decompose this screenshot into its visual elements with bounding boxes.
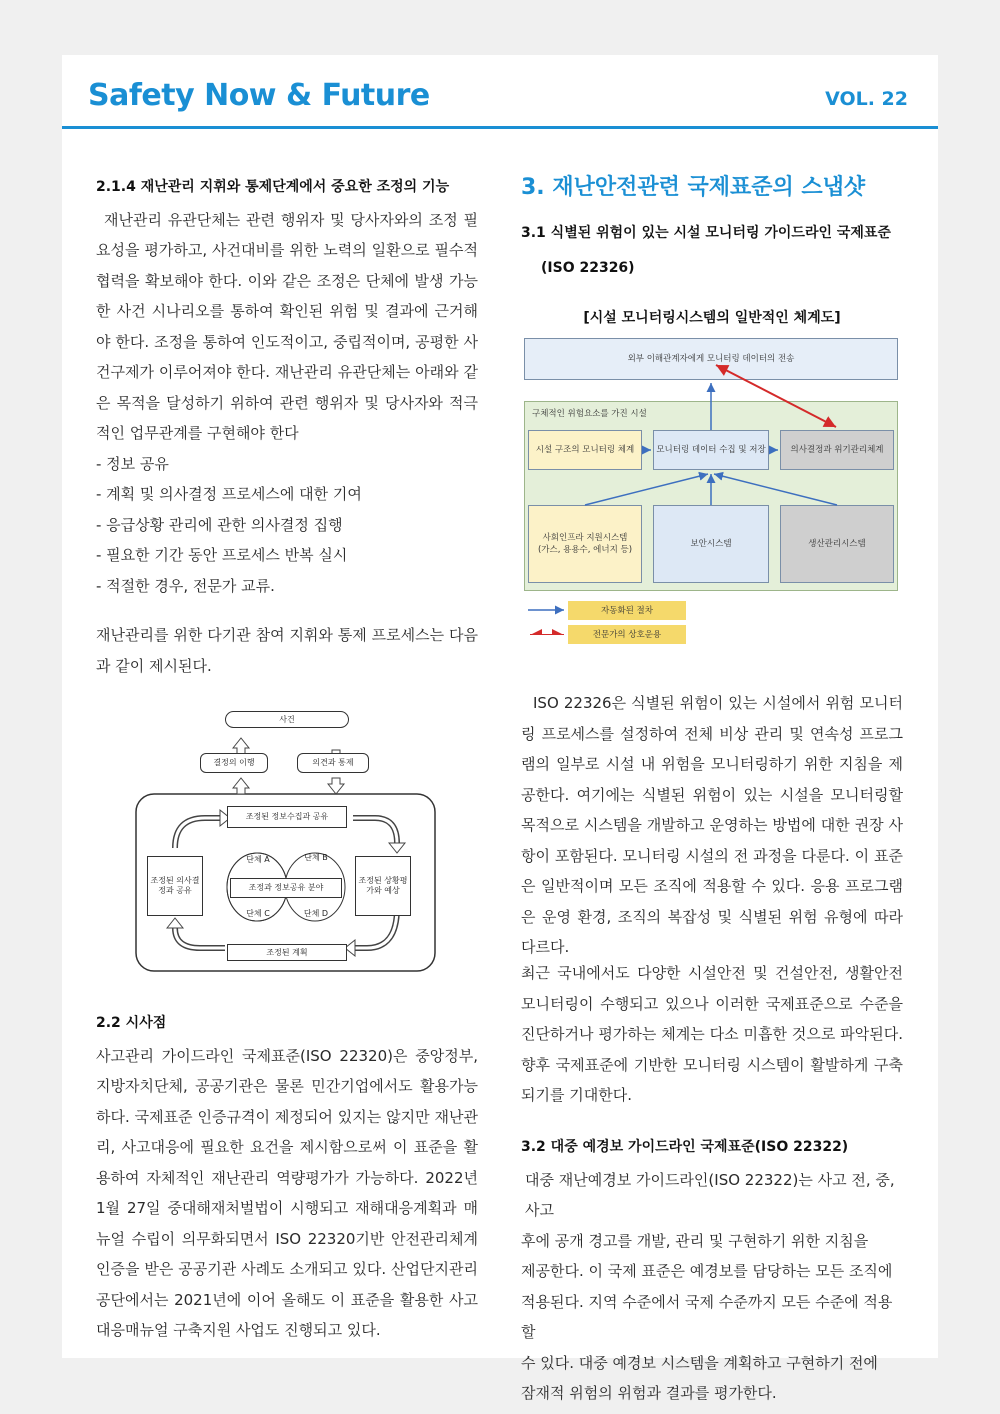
section-heading: 2.2 시사점: [96, 1015, 167, 1031]
decision-box: 결정의 이행: [200, 753, 268, 773]
list-item: - 적절한 경우, 전문가 교류.: [96, 576, 275, 595]
org-c-label: 단체 C: [246, 909, 270, 918]
right-box: 조정된 상황평가와 예상: [355, 856, 411, 916]
section-3-2: [521, 1132, 903, 1409]
org-d-label: 단체 D: [303, 909, 329, 918]
section-3-1: [521, 218, 903, 283]
text-line: 후에 공개 경고를 개발, 관리 및 구현하기 위한 지침을: [521, 1231, 869, 1250]
infra-support-label: 사회인프라 지원시스템: [542, 533, 628, 543]
info-box: 조정된 정보수집과 공유: [227, 806, 347, 828]
event-box: 사건: [225, 711, 349, 728]
center-box: 조정과 정보공유 분야: [230, 878, 342, 898]
text-line: 수 있다. 대중 예경보 시스템을 계획하고 구현하기 전에: [521, 1353, 878, 1372]
section-2-1-4: [96, 172, 478, 601]
list-item: - 정보 공유: [96, 454, 169, 473]
paragraph: 최근 국내에서도 다양한 시설안전 및 건설안전, 생활안전 모니터링이 수행되고 있으나 이러한 국제표준으로 수준을 진단하거나 평가하는 체계는 다소 미흡한 것으로 파악된다. 향후 국제표준에 기반한 모니터링 시스템이 활발하게 구축되기를 기대한다.: [521, 964, 903, 1104]
section-heading: 2.1.4 재난관리 지휘와 통제단계에서 중요한 조정의 기능: [96, 179, 450, 195]
external-transmission-box: 외부 이해관계자에게 모니터링 데이터의 전송: [524, 338, 898, 380]
plan-box: 조정된 계획: [227, 944, 347, 961]
infra-support-sub: (가스, 용용수, 에너지 등): [537, 545, 633, 555]
production-system-box: 생산관리시스템: [780, 505, 894, 583]
magazine-title: Safety Now & Future: [88, 78, 430, 113]
diagram-title: [시설 모니터링시스템의 일반적인 체계도]: [583, 310, 841, 326]
org-b-label: 단체 B: [304, 853, 328, 862]
left-box: 조정된 의사결정과 공유: [147, 856, 203, 916]
legend-expert: 전문가의 상호운용: [568, 625, 686, 644]
diagram-arrows: [135, 708, 437, 973]
text-line: 적용된다. 지역 수준에서 국제 수준까지 모든 수준에 적용할: [521, 1292, 893, 1341]
paragraph: 재난관리 유관단체는 관련 행위자 및 당사자와의 조정 필요성을 평가하고, 사건대비를 위한 노력의 일환으로 필수적 협력을 확보해야 한다. 이와 같은 조정은 단체에 발생 가능한 사건 시나리오를 통하여 확인된 위험 및 결과에 근거해야 한다. 조정을 통하여 인도적이고, 중립적이며, 공평한 사건구제가 이루어져야 한다. 재난관리 유관단체는 아래와 같은 목적을 달성하기 위하여 관련 행위자 및 당사자와 적극적인 업무관계를 구현해야 한다: [96, 210, 478, 442]
paragraph: ISO 22326은 식별된 위험이 있는 시설에서 위험 모니터링 프로세스를 설정하여 전체 비상 관리 및 연속성 프로그램의 일부로 시설 내 위험을 모니터링하기 위한 지침을 제공한다. 여기에는 식별된 위험이 있는 시설을 모니터링할 목적으로 시스템을 개발하고 운영하는 방법에 대한 권장 사항이 포함된다. 모니터링 시설의 전 과정을 다룬다. 이 표준은 일반적이며 모든 조직에 적용할 수 있다. 응용 프로그램은 운영 환경, 조직의 복잡성 및 식별된 위험 유형에 따라 다르다.: [521, 694, 903, 956]
section-heading-iso: (ISO 22326): [541, 259, 635, 276]
legend-auto: 자동화된 절차: [568, 601, 686, 620]
data-collection-box: 모니터링 데이터 수집 및 저장: [653, 430, 769, 470]
paragraph: 사고관리 가이드라인 국제표준(ISO 22320)은 중앙정부, 지방자치단체, 공공기관은 물론 민간기업에서도 활용가능하다. 국제표준 인증규격이 제정되어 있지는 않지만 재난관리, 사고대응에 필요한 요건을 제시함으로써 이 표준을 활용하여 자체적인 재난관리 역량평가가 가능하다. 2022년 1월 27일 중대해재처벌법이 시행되고 재해대응계획과 매뉴얼 수립이 의무화되면서 ISO 22320기반 안전관리체계 인증을 받은 공공기관 사례도 소개되고 있다. 산업단지관리공단에서는 2021년에 이어 올해도 이 표준을 활용한 사고대응매뉴얼 구축지원 사업도 진행되고 있다.: [96, 1046, 478, 1339]
decision-crisis-box: 의사결정과 위기관리체계: [780, 430, 894, 470]
structure-monitoring-box: 시설 구조의 모니터링 체계: [528, 430, 642, 470]
opinion-box: 의견과 통제: [297, 753, 369, 773]
monitoring-system-diagram: [520, 335, 900, 640]
volume-label: VOL. 22: [825, 88, 908, 110]
section-heading: 3.1 식별된 위험이 있는 시설 모니터링 가이드라인 국제표준: [521, 225, 891, 241]
text-line: 대중 재난예경보 가이드라인(ISO 22322)는 사고 전, 중, 사고: [525, 1170, 895, 1219]
paragraph: 재난관리를 위한 다기관 참여 지휘와 통제 프로세스는 다음과 같이 제시된다.: [96, 626, 478, 675]
text-line: 잠재적 위험의 위험과 결과를 평가한다.: [521, 1384, 777, 1402]
section-3-title: 3. 재난안전관련 국제표준의 스냅샷: [521, 175, 866, 200]
list-item: - 계획 및 의사결정 프로세스에 대한 기여: [96, 485, 362, 503]
header-divider: [62, 126, 938, 129]
text-line: 제공한다. 이 국제 표준은 예경보를 담당하는 모든 조직에: [521, 1262, 893, 1280]
security-system-box: 보안시스템: [653, 505, 769, 583]
command-control-diagram: [135, 708, 437, 973]
org-a-label: 단체 A: [246, 855, 270, 864]
list-item: - 응급상황 관리에 관한 의사결정 집행: [96, 515, 343, 534]
section-2-2: [96, 1008, 478, 1346]
diagram-connectors: [520, 335, 900, 635]
facility-group-label: 구체적인 위험요소를 가진 시설: [532, 409, 647, 419]
section-heading: 3.2 대중 예경보 가이드라인 국제표준(ISO 22322): [521, 1139, 849, 1155]
list-item: - 필요한 기간 동안 프로세스 반복 실시: [96, 546, 348, 564]
